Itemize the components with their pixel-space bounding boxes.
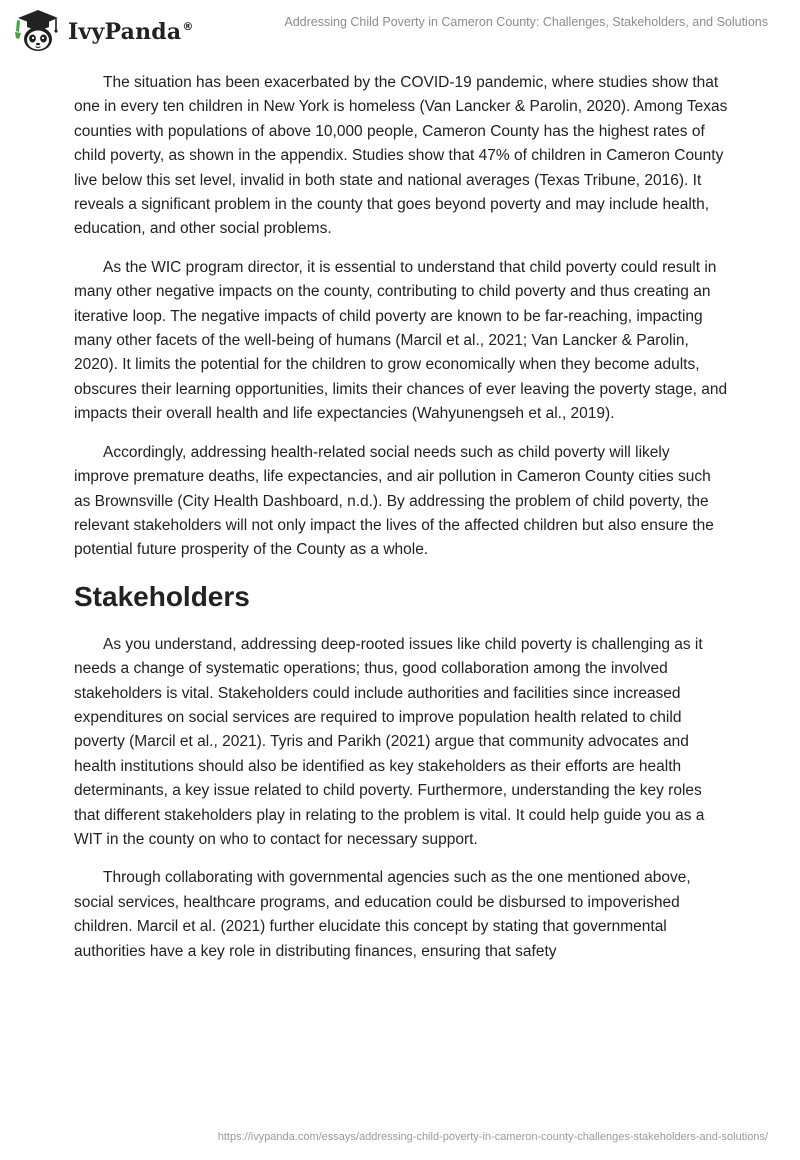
source-url[interactable]: https://ivypanda.com/essays/addressing-child-poverty-in-cameron-county-challenges-stakeholders-and-solutions/ <box>217 1131 768 1143</box>
brand-name: IvyPanda® <box>68 19 194 45</box>
paragraph: As the WIC program director, it is essential to understand that child poverty could result in many other negative impacts on the county, contributing to child poverty and thus creating an iterative loop. The negative impacts of child poverty are known to be far-reaching, impacting many other facets of the well-being of humans (Marcil et al., 2021; Van Lancker & Parolin, 2020). It limits the potential for the children to grow economically when they become adults, obscures their learning opportunities, limits their chances of ever leaving the poverty stage, and impacts their overall health and life expectancies (Wahyunengseh et al., 2019). <box>74 258 728 423</box>
document-title: Addressing Child Poverty in Cameron County: Challenges, Stakeholders, and Solutions <box>284 15 768 29</box>
registered-mark: ® <box>182 20 194 33</box>
paragraph: Accordingly, addressing health-related social needs such as child poverty will likely improve premature deaths, life expectancies, and air pollution in Cameron County cities such as Brownsville (City Health Dashboard, n.d.). By addressing the problem of child poverty, the relevant stakeholders will not only impact the lives of the affected children but also ensure the potential future prosperity of the County as a whole. <box>74 443 714 559</box>
section-heading: Stakeholders <box>74 580 250 612</box>
ivypanda-logo[interactable] <box>14 8 194 54</box>
essay-content <box>74 71 728 978</box>
paragraph: Through collaborating with governmental agencies such as the one mentioned above, social services, healthcare programs, and education could be disbursed to impoverished children. Marcil et al. (2021) further elucidate this concept by stating that governmental authorities have a key role in distributing finances, ensuring that safety <box>74 869 691 960</box>
paragraph: As you understand, addressing deep-rooted issues like child poverty is challenging as it needs a change of systematic operations; thus, good collaboration among the involved stakeholders is vital. Stakeholders could include authorities and facilities since increased expenditures on social services are required to improve population health related to child poverty (Marcil et al., 2021). Tyris and Parikh (2021) argue that community advocates and health institutions should also be identified as key stakeholders as their efforts are health determinants, a key issue related to child poverty. Furthermore, understanding the key roles that different stakeholders play in relating to the problem is vital. It could help guide you as a WIT in the county on who to contact for necessary support. <box>74 635 705 848</box>
panda-graduate-icon <box>14 8 62 54</box>
paragraph: The situation has been exacerbated by the COVID-19 pandemic, where studies show that one in every ten children in New York is homeless (Van Lancker & Parolin, 2020). Among Texas counties with populations of above 10,000 people, Cameron County has the highest rates of child poverty, as shown in the appendix. Studies show that 47% of children in Cameron County live below this set level, invalid in both state and national averages (Texas Tribune, 2016). It reveals a significant problem in the county that goes beyond poverty and may include health, education, and other social problems. <box>74 74 728 238</box>
page-header <box>0 0 800 60</box>
